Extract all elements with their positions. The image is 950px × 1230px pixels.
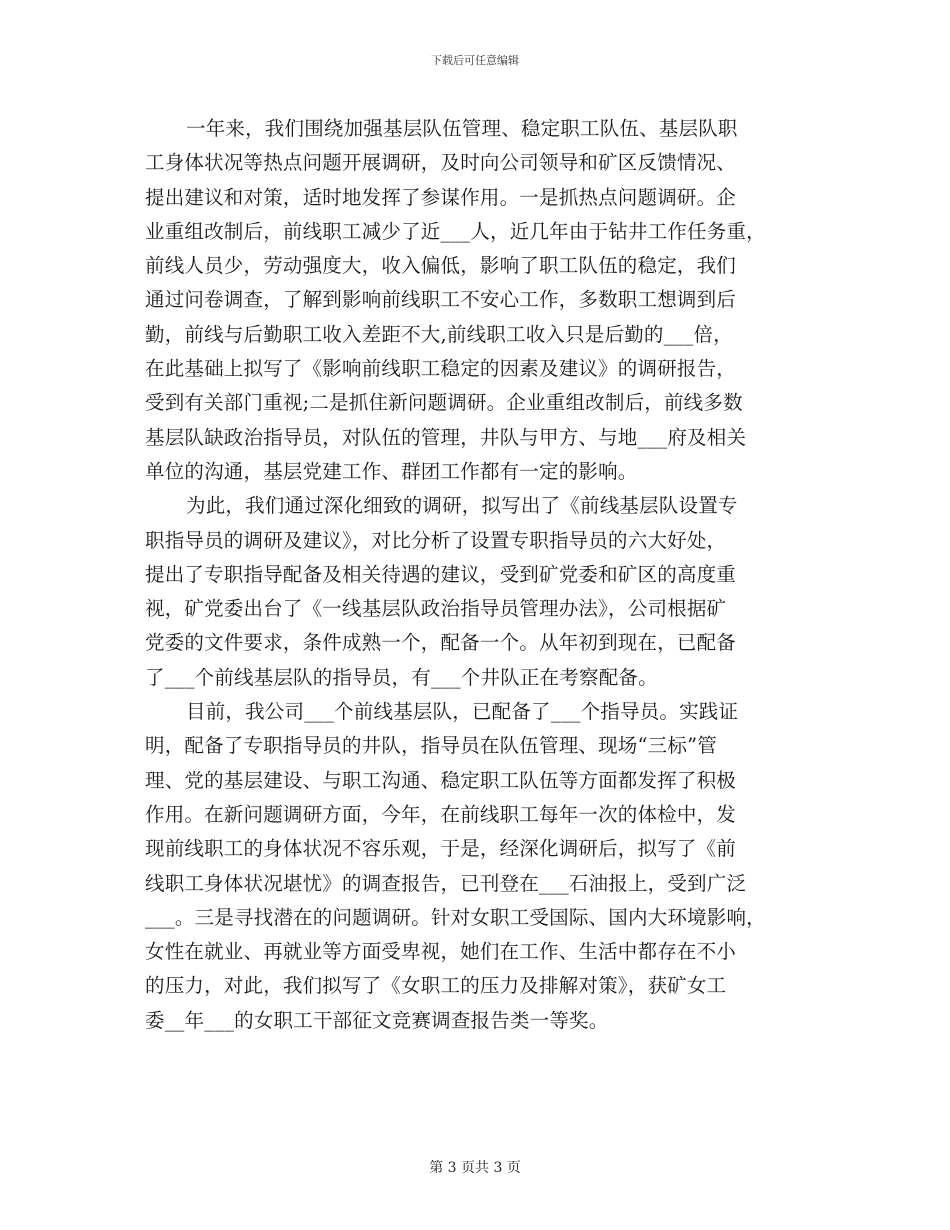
paragraph-line: 提出建议和对策，适时地发挥了参谋作用。一是抓热点问题调研。企 [145,185,737,209]
paragraph-line: 目前，我公司___个前线基层队，已配备了___个指导员。实践证 [186,700,739,724]
paragraph-line: 视，矿党委出台了《一线基层队政治指导员管理办法》，公司根据矿 [145,597,727,621]
paragraph-line: 作用。在新问题调研方面，今年，在前线职工每年一次的体检中，发 [145,802,737,826]
paragraph-line: 明，配备了专职指导员的井队，指导员在队伍管理、现场“三标”管 [145,734,717,758]
paragraph-line: 职指导员的调研及建议》，对比分析了设置专职指导员的六大好处， [145,528,727,552]
paragraph-line: ___。三是寻找潜在的问题调研。针对女职工受国际、国内大环境影响， [145,905,766,929]
paragraph-line: 前线人员少，劳动强度大，收入偏低，影响了职工队伍的稳定，我们 [145,254,737,278]
paragraph-line: 女性在就业、再就业等方面受卑视，她们在工作、生活中都存在不小 [145,940,737,964]
paragraph-line: 线职工身体状况堪忧》的调查报告，已刊登在___石油报上，受到广泛 [145,871,747,895]
paragraph-line: 通过问卷调查，了解到影响前线职工不安心工作，多数职工想调到后 [145,288,737,312]
paragraph-line: 在此基础上拟写了《影响前线职工稳定的因素及建议》的调研报告， [145,357,737,381]
page-footer: 第 3 页共 3 页 [429,1160,521,1176]
paragraph-line: 业重组改制后，前线职工减少了近___人，近几年由于钻井工作任务重， [145,219,766,243]
paragraph-line: 了___个前线基层队的指导员，有___个井队正在考察配备。 [145,665,658,689]
paragraph-line: 勤，前线与后勤职工收入差距不大,前线职工收入只是后勤的___倍， [145,322,733,346]
paragraph-line: 工身体状况等热点问题开展调研，及时向公司领导和矿区反馈情况、 [145,151,737,175]
paragraph-line: 一年来，我们围绕加强基层队伍管理、稳定职工队伍、基层队职 [186,117,738,140]
paragraph-line: 单位的沟通，基层党建工作、群团工作都有一定的影响。 [145,459,638,483]
paragraph-line: 提出了专职指导配备及相关待遇的建议，受到矿党委和矿区的高度重 [145,562,737,586]
page-header: 下载后可任意编辑 [431,54,519,67]
paragraph-line: 党委的文件要求，条件成熟一个，配备一个。从年初到现在，已配备 [145,631,737,655]
paragraph-line: 受到有关部门重视;二是抓住新问题调研。企业重组改制后，前线多数 [145,391,743,415]
paragraph-line: 为此，我们通过深化细致的调研，拟写出了《前线基层队设置专 [186,494,738,518]
document-body [145,112,810,1038]
paragraph-line: 理、党的基层建设、与职工沟通、稳定职工队伍等方面都发挥了积极 [145,768,737,792]
paragraph-line: 基层队缺政治指导员，对队伍的管理，井队与甲方、与地___府及相关 [145,425,747,449]
paragraph-line: 委__年___的女职工干部征文竞赛调查报告类一等奖。 [145,1008,609,1032]
paragraph-line: 现前线职工的身体状况不容乐观，于是，经深化调研后，拟写了《前 [145,837,737,861]
paragraph-line: 的压力，对此，我们拟写了《女职工的压力及排解对策》，获矿女工 [145,974,727,998]
